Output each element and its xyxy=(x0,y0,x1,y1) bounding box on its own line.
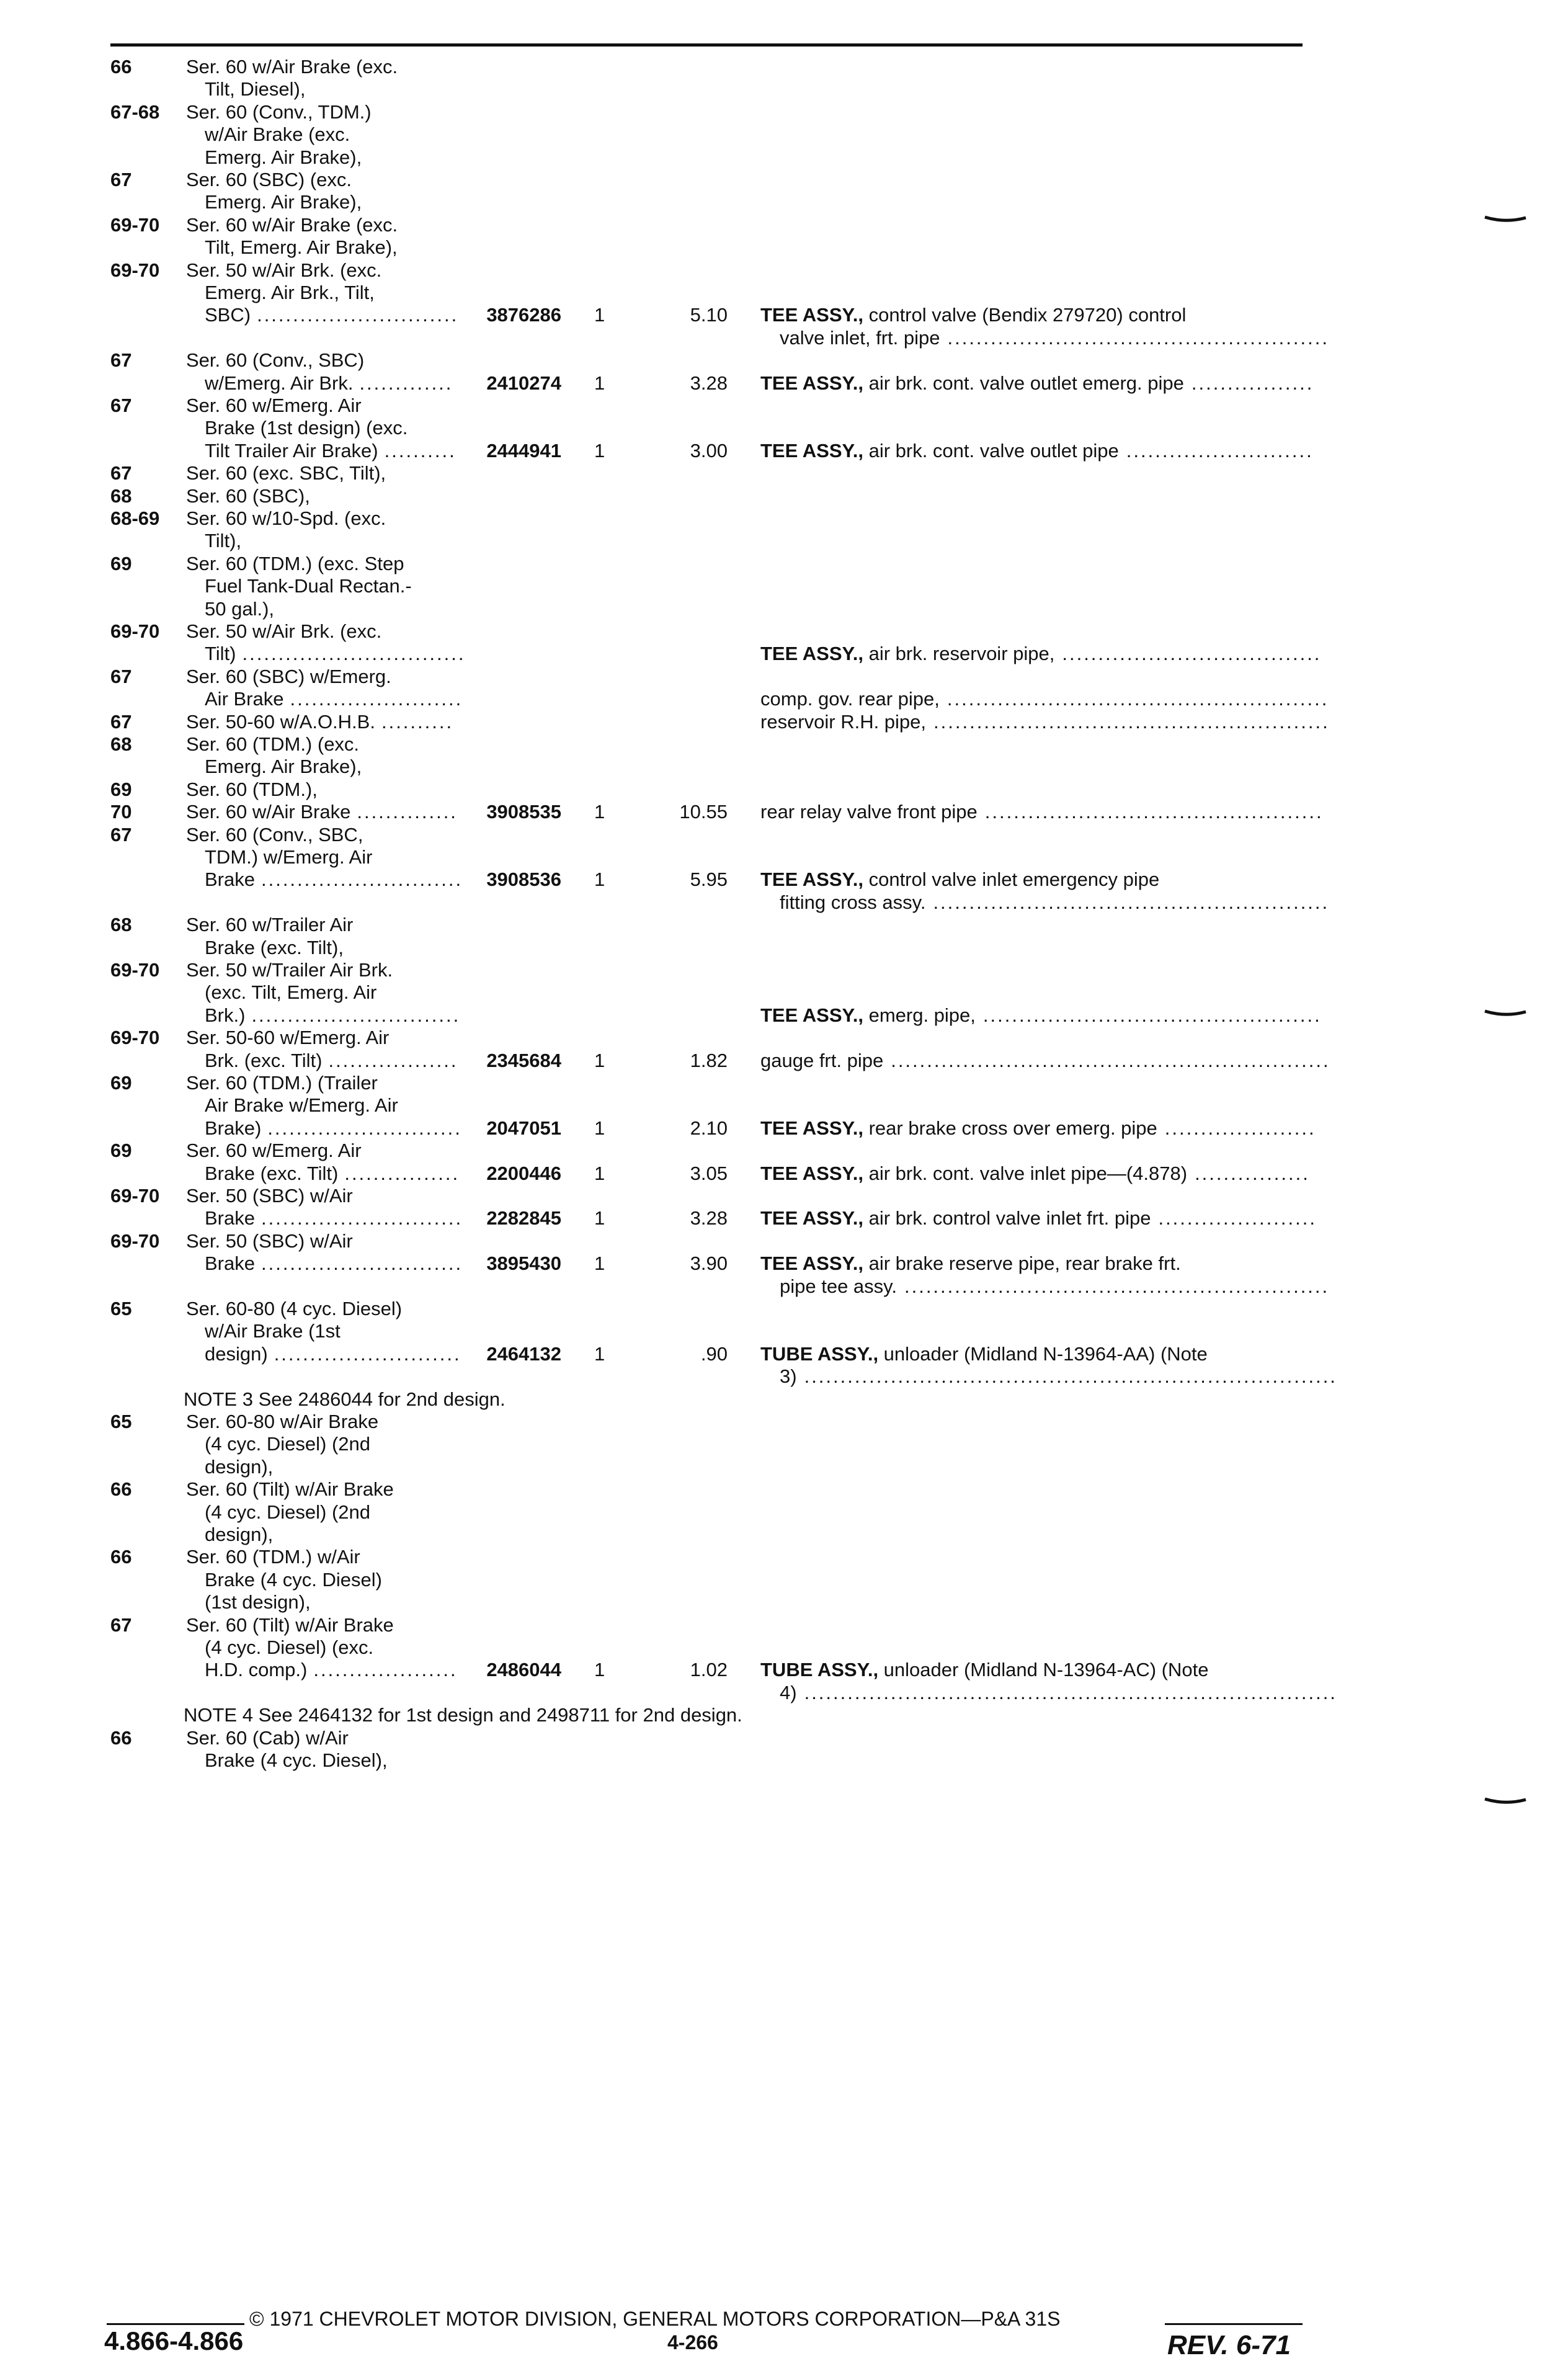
part-description: fitting cross assy. xyxy=(780,891,926,913)
description-dots: ....................................................... xyxy=(933,711,1330,733)
application-text: Ser. 60 (TDM.) (exc. xyxy=(186,733,360,755)
part-number: 2464132 xyxy=(486,1343,561,1365)
application-text: Ser. 60 (Tilt) w/Air Brake xyxy=(186,1478,394,1500)
part-name: TUBE ASSY., xyxy=(760,1343,879,1365)
application-text: Brake (4 cyc. Diesel), xyxy=(205,1749,388,1771)
model-year: 67 xyxy=(110,824,132,846)
application-text: Emerg. Air Brake), xyxy=(205,756,362,777)
model-year: 67 xyxy=(110,349,132,371)
leader-dots: ............................ xyxy=(257,304,459,326)
part-description: unloader (Midland N-13964-AC) (Note xyxy=(878,1659,1209,1680)
note-text: NOTE 3 See 2486044 for 2nd design. xyxy=(184,1388,506,1410)
application-text: Ser. 50 w/Air Brk. (exc. xyxy=(186,620,382,642)
description-dots: .......................................................................... xyxy=(804,1682,1337,1703)
application-text: Air Brake xyxy=(205,688,284,710)
part-description: control valve (Bendix 279720) control xyxy=(863,304,1187,326)
leader-dots: .......................... xyxy=(274,1343,461,1365)
model-year: 69 xyxy=(110,779,132,800)
description-dots: ........................................................... xyxy=(904,1275,1330,1297)
description-dots: ................. xyxy=(1191,372,1314,394)
leader-dots: ........................ xyxy=(290,688,463,710)
application-text: Brk.) xyxy=(205,1004,246,1026)
application-text: Ser. 60 (TDM.) w/Air xyxy=(186,1546,360,1568)
part-description: valve inlet, frt. pipe xyxy=(780,327,940,349)
application-text: Brake (1st design) (exc. xyxy=(205,417,408,439)
part-description: control valve inlet emergency pipe xyxy=(863,868,1160,890)
model-year: 68 xyxy=(110,733,132,755)
quantity: 1 xyxy=(594,372,605,394)
application-text: Ser. 60 (TDM.), xyxy=(186,779,318,800)
part-name: TEE ASSY., xyxy=(760,643,863,664)
part-number: 2410274 xyxy=(486,372,561,394)
application-text: Ser. 60 w/10-Spd. (exc. xyxy=(186,507,386,529)
price: 1.82 xyxy=(690,1050,728,1071)
footer-rule-left xyxy=(107,2323,244,2325)
price: 5.10 xyxy=(690,304,728,326)
application-text: Brake (exc. Tilt) xyxy=(205,1163,339,1184)
model-year: 69-70 xyxy=(110,1027,160,1048)
leader-dots: ............................ xyxy=(261,868,463,890)
application-text: Ser. 60 (SBC) (exc. xyxy=(186,169,352,190)
note-text: NOTE 4 See 2464132 for 1st design and 2498711 for 2nd design. xyxy=(184,1704,742,1726)
copyright-line: © 1971 CHEVROLET MOTOR DIVISION, GENERAL MOTORS CORPORATION—P&A 31S xyxy=(249,2308,1061,2330)
application-text: Ser. 50-60 w/Emerg. Air xyxy=(186,1027,390,1048)
application-text: Ser. 50 w/Trailer Air Brk. xyxy=(186,959,393,981)
model-year: 67 xyxy=(110,711,132,733)
application-text: Brake) xyxy=(205,1117,262,1139)
part-name: TEE ASSY., xyxy=(760,868,863,890)
description-dots: .......................... xyxy=(1126,440,1314,462)
part-description: air brk. reservoir pipe, xyxy=(863,643,1055,664)
application-text: w/Air Brake (exc. xyxy=(205,123,350,145)
model-year: 67 xyxy=(110,395,132,416)
model-year: 66 xyxy=(110,1727,132,1749)
quantity: 1 xyxy=(594,1163,605,1184)
part-description: reservoir R.H. pipe, xyxy=(760,711,927,733)
application-text: Brake xyxy=(205,1252,255,1274)
price: 3.90 xyxy=(690,1252,728,1274)
application-text: (4 cyc. Diesel) (exc. xyxy=(205,1636,374,1658)
application-text: (4 cyc. Diesel) (2nd xyxy=(205,1433,371,1455)
application-text: (1st design), xyxy=(205,1591,311,1613)
application-text: design), xyxy=(205,1524,274,1545)
application-text: Ser. 60 (Conv., TDM.) xyxy=(186,101,372,123)
part-name: TEE ASSY., xyxy=(760,1207,863,1229)
description-dots: .......................................................................... xyxy=(804,1365,1337,1387)
application-text: Ser. 60 (SBC) w/Emerg. xyxy=(186,666,391,687)
model-year: 69-70 xyxy=(110,620,160,642)
part-name: TEE ASSY., xyxy=(760,1252,863,1274)
part-name: TEE ASSY., xyxy=(760,1004,863,1026)
application-text: Ser. 60 w/Air Brake xyxy=(186,801,351,823)
price: 3.05 xyxy=(690,1163,728,1184)
description-dots: ..................... xyxy=(1164,1117,1316,1139)
description-dots: ....................................................... xyxy=(933,891,1330,913)
model-year: 67-68 xyxy=(110,101,160,123)
description-dots: ............................................... xyxy=(984,801,1324,823)
application-text: Ser. 60 (TDM.) (Trailer xyxy=(186,1072,378,1094)
application-text: Ser. 60 (Cab) w/Air xyxy=(186,1727,349,1749)
part-number: 2047051 xyxy=(486,1117,561,1139)
part-description: rear relay valve front pipe xyxy=(760,801,978,823)
description-dots: ............................................... xyxy=(982,1004,1322,1026)
leader-dots: .......... xyxy=(381,711,454,733)
part-description: air brk. cont. valve outlet pipe xyxy=(863,440,1119,462)
part-description: emerg. pipe, xyxy=(863,1004,976,1026)
part-name: TEE ASSY., xyxy=(760,440,863,462)
application-text: Emerg. Air Brake), xyxy=(205,191,362,213)
description-dots: ..................................................... xyxy=(947,688,1329,710)
description-dots: ...................... xyxy=(1158,1207,1317,1229)
part-description: air brk. cont. valve outlet emerg. pipe xyxy=(863,372,1184,394)
model-year: 66 xyxy=(110,56,132,78)
application-text: Ser. 60 w/Air Brake (exc. xyxy=(186,214,398,236)
model-year: 66 xyxy=(110,1546,132,1568)
application-text: Ser. 60-80 w/Air Brake xyxy=(186,1411,379,1432)
application-text: Ser. 60 w/Emerg. Air xyxy=(186,1140,362,1161)
description-dots: ................ xyxy=(1195,1163,1310,1184)
model-year: 68-69 xyxy=(110,507,160,529)
application-text: Ser. 50 (SBC) w/Air xyxy=(186,1185,353,1207)
model-year: 65 xyxy=(110,1411,132,1432)
model-year: 69 xyxy=(110,553,132,574)
application-text: Brake xyxy=(205,868,255,890)
price: 10.55 xyxy=(679,801,728,823)
margin-mark-2 xyxy=(1484,1010,1527,1016)
application-text: design), xyxy=(205,1456,274,1478)
quantity: 1 xyxy=(594,1050,605,1071)
footer-rule-right xyxy=(1165,2323,1303,2325)
part-name: TEE ASSY., xyxy=(760,1117,863,1139)
quantity: 1 xyxy=(594,1207,605,1229)
model-year: 67 xyxy=(110,462,132,484)
application-text: Brake (exc. Tilt), xyxy=(205,937,344,958)
application-text: Air Brake w/Emerg. Air xyxy=(205,1094,398,1116)
part-number: 2200446 xyxy=(486,1163,561,1184)
leader-dots: ............................. xyxy=(251,1004,461,1026)
application-text: Tilt), xyxy=(205,530,242,551)
part-description: gauge frt. pipe xyxy=(760,1050,884,1071)
page-number: 4-266 xyxy=(667,2331,718,2354)
part-description: comp. gov. rear pipe, xyxy=(760,688,940,710)
application-text: Brake (4 cyc. Diesel) xyxy=(205,1569,382,1591)
leader-dots: .............. xyxy=(357,801,458,823)
application-text: 50 gal.), xyxy=(205,598,275,620)
model-year: 67 xyxy=(110,666,132,687)
model-year: 68 xyxy=(110,485,132,507)
price: 5.95 xyxy=(690,868,728,890)
part-description: pipe tee assy. xyxy=(780,1275,897,1297)
part-name: TUBE ASSY., xyxy=(760,1659,879,1680)
application-text: Ser. 60 w/Trailer Air xyxy=(186,914,354,935)
application-text: Ser. 50 (SBC) w/Air xyxy=(186,1230,353,1252)
model-year: 69-70 xyxy=(110,1185,160,1207)
model-year: 68 xyxy=(110,914,132,935)
application-text: Tilt) xyxy=(205,643,236,664)
application-text: Tilt, Emerg. Air Brake), xyxy=(205,236,398,258)
part-name: TEE ASSY., xyxy=(760,1163,863,1184)
quantity: 1 xyxy=(594,1252,605,1274)
quantity: 1 xyxy=(594,440,605,462)
price: 3.00 xyxy=(690,440,728,462)
part-number: 2444941 xyxy=(486,440,561,462)
application-text: Ser. 60 (SBC), xyxy=(186,485,310,507)
application-text: Emerg. Air Brake), xyxy=(205,146,362,168)
quantity: 1 xyxy=(594,1117,605,1139)
application-text: (4 cyc. Diesel) (2nd xyxy=(205,1501,371,1523)
leader-dots: ............................... xyxy=(242,643,466,664)
quantity: 1 xyxy=(594,801,605,823)
leader-dots: ............................ xyxy=(261,1252,463,1274)
model-year: 66 xyxy=(110,1478,132,1500)
application-text: SBC) xyxy=(205,304,251,326)
leader-dots: ........................... xyxy=(267,1117,462,1139)
part-name: TEE ASSY., xyxy=(760,372,863,394)
part-description: 4) xyxy=(780,1682,797,1703)
application-text: Ser. 60 (Conv., SBC) xyxy=(186,349,365,371)
margin-mark-1 xyxy=(1484,216,1527,222)
leader-dots: ............. xyxy=(359,372,453,394)
part-description: air brake reserve pipe, rear brake frt. xyxy=(863,1252,1181,1274)
application-text: Ser. 50-60 w/A.O.H.B. xyxy=(186,711,375,733)
model-year: 69-70 xyxy=(110,1230,160,1252)
application-text: Brake xyxy=(205,1207,255,1229)
description-dots: ............................................................. xyxy=(891,1050,1330,1071)
part-description: air brk. cont. valve inlet pipe—(4.878) xyxy=(863,1163,1188,1184)
price: .90 xyxy=(700,1343,728,1365)
part-number: 3876286 xyxy=(486,304,561,326)
top-rule xyxy=(110,43,1303,47)
application-text: Ser. 60-80 (4 cyc. Diesel) xyxy=(186,1298,403,1319)
model-year: 69 xyxy=(110,1072,132,1094)
leader-dots: ............................ xyxy=(261,1207,463,1229)
quantity: 1 xyxy=(594,1343,605,1365)
application-text: Tilt Trailer Air Brake) xyxy=(205,440,378,462)
leader-dots: .................... xyxy=(313,1659,458,1680)
price: 3.28 xyxy=(690,372,728,394)
part-number: 3908535 xyxy=(486,801,561,823)
part-description: unloader (Midland N-13964-AA) (Note xyxy=(878,1343,1208,1365)
application-text: (exc. Tilt, Emerg. Air xyxy=(205,981,377,1003)
revision-label: REV. 6-71 xyxy=(1167,2330,1291,2360)
application-text: Tilt, Diesel), xyxy=(205,78,306,100)
quantity: 1 xyxy=(594,304,605,326)
application-text: Ser. 60 (exc. SBC, Tilt), xyxy=(186,462,386,484)
application-text: Ser. 60 (Tilt) w/Air Brake xyxy=(186,1614,394,1636)
application-text: Ser. 60 (TDM.) (exc. Step xyxy=(186,553,404,574)
application-text: Emerg. Air Brk., Tilt, xyxy=(205,282,375,303)
model-year: 69 xyxy=(110,1140,132,1161)
application-text: design) xyxy=(205,1343,268,1365)
application-text: TDM.) w/Emerg. Air xyxy=(205,846,373,868)
price: 3.28 xyxy=(690,1207,728,1229)
part-description: 3) xyxy=(780,1365,797,1387)
part-description: air brk. control valve inlet frt. pipe xyxy=(863,1207,1151,1229)
model-year: 69-70 xyxy=(110,959,160,981)
model-year: 65 xyxy=(110,1298,132,1319)
price: 1.02 xyxy=(690,1659,728,1680)
leader-dots: .......... xyxy=(384,440,457,462)
application-text: w/Air Brake (1st xyxy=(205,1320,341,1342)
application-text: Ser. 60 w/Air Brake (exc. xyxy=(186,56,398,78)
model-year: 67 xyxy=(110,169,132,190)
price: 2.10 xyxy=(690,1117,728,1139)
model-year: 67 xyxy=(110,1614,132,1636)
description-dots: ..................................................... xyxy=(947,327,1329,349)
model-year: 70 xyxy=(110,801,132,823)
description-dots: .................................... xyxy=(1062,643,1322,664)
part-description: rear brake cross over emerg. pipe xyxy=(863,1117,1157,1139)
application-text: H.D. comp.) xyxy=(205,1659,308,1680)
part-number: 2345684 xyxy=(486,1050,561,1071)
model-year: 69-70 xyxy=(110,259,160,281)
part-number: 3895430 xyxy=(486,1252,561,1274)
model-year: 69-70 xyxy=(110,214,160,236)
margin-mark-3 xyxy=(1484,1798,1527,1804)
quantity: 1 xyxy=(594,868,605,890)
application-text: Ser. 60 (Conv., SBC, xyxy=(186,824,363,846)
quantity: 1 xyxy=(594,1659,605,1680)
section-number: 4.866-4.866 xyxy=(104,2326,244,2355)
leader-dots: ................ xyxy=(344,1163,460,1184)
application-text: Ser. 60 w/Emerg. Air xyxy=(186,395,362,416)
application-text: Ser. 50 w/Air Brk. (exc. xyxy=(186,259,382,281)
application-text: Fuel Tank-Dual Rectan.- xyxy=(205,575,412,597)
part-number: 2282845 xyxy=(486,1207,561,1229)
part-number: 3908536 xyxy=(486,868,561,890)
part-name: TEE ASSY., xyxy=(760,304,863,326)
application-text: Brk. (exc. Tilt) xyxy=(205,1050,323,1071)
leader-dots: .................. xyxy=(328,1050,458,1071)
part-number: 2486044 xyxy=(486,1659,561,1680)
application-text: w/Emerg. Air Brk. xyxy=(205,372,354,394)
